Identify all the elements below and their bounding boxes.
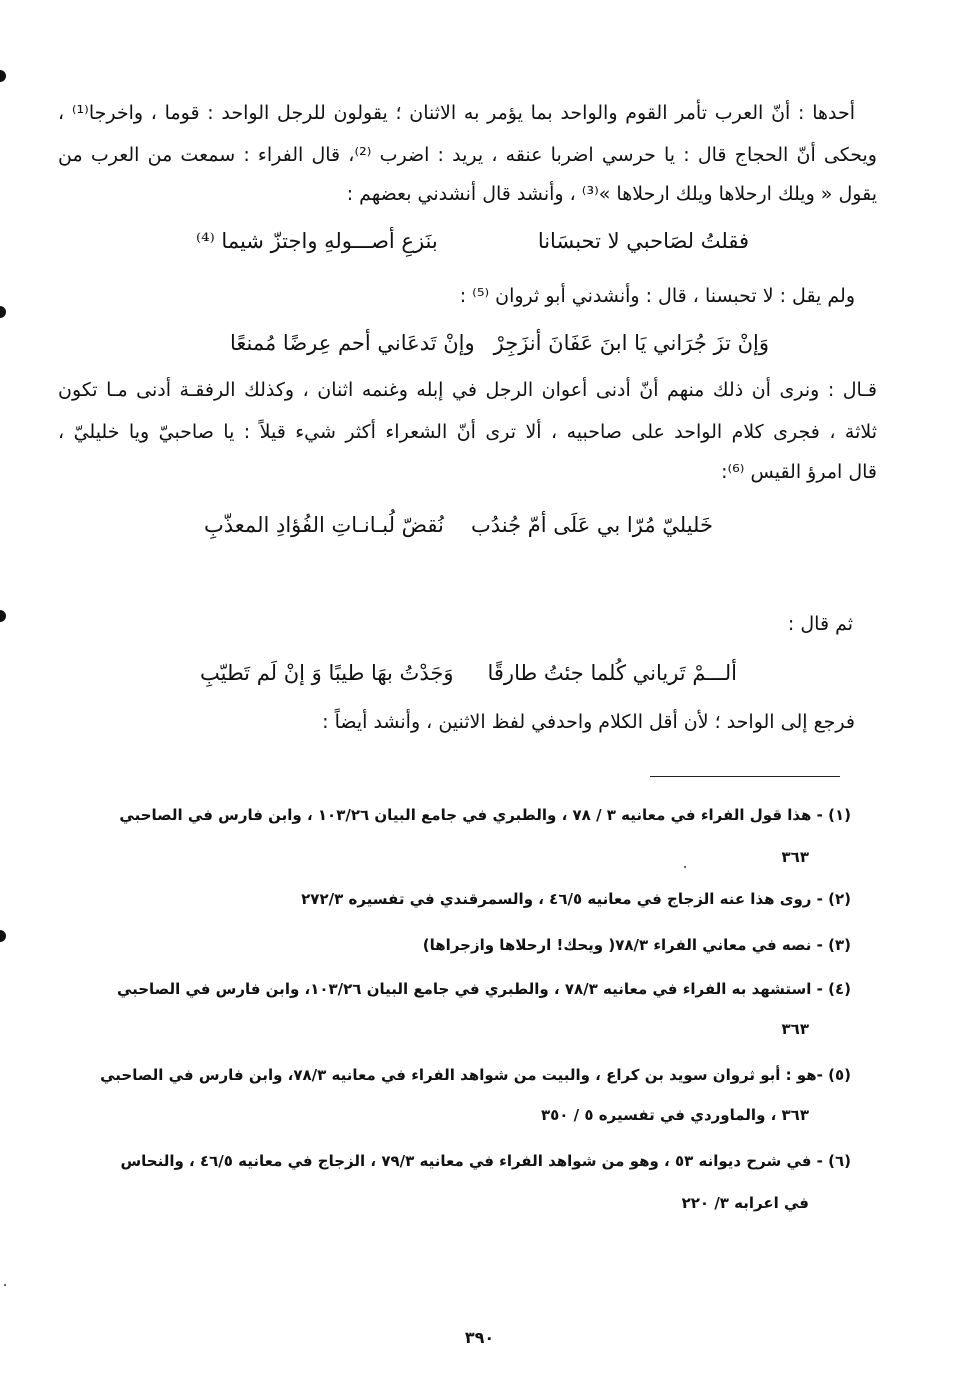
body-line: فرجع إلى الواحد ؛ لأن أقل الكلام واحدفي لفظ الاثنين ، وأنشد أيضاً :: [322, 711, 855, 733]
footnote-text: - استشهد به الفراء في معانيه ٧٨/٣ ، والطبري في جامع البيان ١٠٣/٢٦، وابن فارس في الصاحبي: [116, 980, 823, 998]
footnote-1: [72, 802, 851, 828]
body-line: ولم يقل : لا تحبسنا ، قال : وأنشدني أبو ثروان ⁽⁵⁾ :: [459, 285, 855, 307]
footnote-text: - هذا قول الفراء في معانيه ٣ / ٧٨ ، والطبري في جامع البيان ١٠٣/٢٦ ، وابن فارس في الصاحبي: [119, 806, 823, 824]
verse-hemistich-left: نُقضّ لُبـانـاتِ الفُؤادِ المعذّبِ: [204, 513, 444, 537]
body-line: ثم قال :: [787, 613, 853, 635]
footnote-separator: [650, 776, 840, 777]
body-line: قال امرؤ القيس ⁽⁶⁾:: [721, 461, 877, 483]
footnote-3: [72, 932, 851, 958]
verse-hemistich-left: وَجَدْتُ بهَا طيبًا وَ إنْ لَم تَطيّبِ: [200, 661, 454, 685]
scan-margin-mark: [0, 306, 6, 318]
verse-hemistich-left: وإنْ تَدعَاني أحم عِرضًا مُمنعًا: [230, 331, 475, 355]
verse-hemistich-right: خَليليّ مُرّا بي عَلَى أمّ جُندُب: [470, 513, 713, 537]
footnote-text: - روى هذا عنه الزجاج في معانيه ٤٦/٥ ، والسمرقندي في تفسيره ٢٧٢/٣: [301, 890, 823, 908]
footnote-5: [72, 1062, 851, 1088]
footnote-continuation: في اعرابه ٣/ ٢٢٠: [681, 1194, 809, 1212]
body-line: يقول « ويلك ارحلاها ويلك ارحلاها »⁽³⁾ ، وأنشد قال أنشدني بعضهم :: [346, 183, 877, 205]
footnote-continuation: ٣٦٣: [781, 1020, 809, 1038]
body-line: ويحكى أنّ الحجاج قال : يا حرسي اضربا عنقه ، يريد : اضرب ⁽²⁾، قال الفراء : سمعت من العرب من: [58, 144, 877, 166]
footnote-number: (٥): [828, 1066, 851, 1084]
footnote-number: (٢): [828, 890, 851, 908]
verse-hemistich-right: وَإنْ تزَ جُرَاني يَا ابنَ عَفَانَ أنزَجِرْ: [493, 331, 769, 355]
footnote-number: (٣): [828, 936, 851, 954]
footnote-2: [72, 886, 851, 912]
footnote-text: -هو : أبو ثروان سويد بن كراع ، والبيت من شواهد الفراء في معانيه ٧٨/٣، وابن فارس في الصاحبي: [100, 1066, 823, 1084]
body-line: ثلاثة ، فجرى كلام الواحد على صاحبيه ، ألا ترى أنّ الشعراء أكثر شيء قيلاً : يا صاحبيّ ويا خليليّ ،: [58, 421, 877, 443]
page-number: ٣٩٠: [464, 1328, 495, 1347]
scan-margin-mark: [0, 610, 6, 622]
body-line: قـال : ونرى أن ذلك منهم أنّ أدنى أعوان الرجل في إبله وغنمه اثنان ، وكذلك الرفقـة أدنى مـا تكون: [58, 379, 877, 401]
footnote-continuation: ٣٦٣: [781, 848, 809, 866]
verse-hemistich-left: بنَزعِ أصـــولهِ واجتزّ شيما ⁽⁴⁾: [196, 229, 438, 253]
footnote-6: [72, 1148, 851, 1174]
footnote-4: [72, 976, 851, 1002]
scan-speck: [4, 1284, 6, 1286]
verse-hemistich-right: فقلتُ لصَاحبي لا تحبسَانا: [537, 229, 749, 253]
body-line: أحدها : أنّ العرب تأمر القوم والواحد بما يؤمر به الاثنان ؛ يقولون للرجل الواحد : قوما ، واخرجا⁽¹⁾ ،: [58, 102, 855, 124]
footnote-number: (٤): [828, 980, 851, 998]
scan-margin-mark: [0, 930, 6, 942]
footnote-text: - في شرح ديوانه ٥٣ ، وهو من شواهد الفراء في معانيه ٧٩/٣ ، الزجاج في معانيه ٤٦/٥ ، والنحاس: [120, 1152, 823, 1170]
footnote-number: (٦): [828, 1152, 851, 1170]
verse-hemistich-right: ألـــمْ تَرياني كُلما جئتُ طارقًا: [487, 661, 737, 685]
footnote-number: (١): [828, 806, 851, 824]
footnote-continuation: ٣٦٣ ، والماوردي في تفسيره ٥ / ٣٥٠: [540, 1106, 809, 1124]
footnote-text: - نصه في معاني الفراء ٧٨/٣( ويحك! ارحلاها وازجراها): [422, 936, 823, 954]
scan-margin-mark: [0, 70, 6, 82]
scan-speck: [684, 866, 686, 868]
